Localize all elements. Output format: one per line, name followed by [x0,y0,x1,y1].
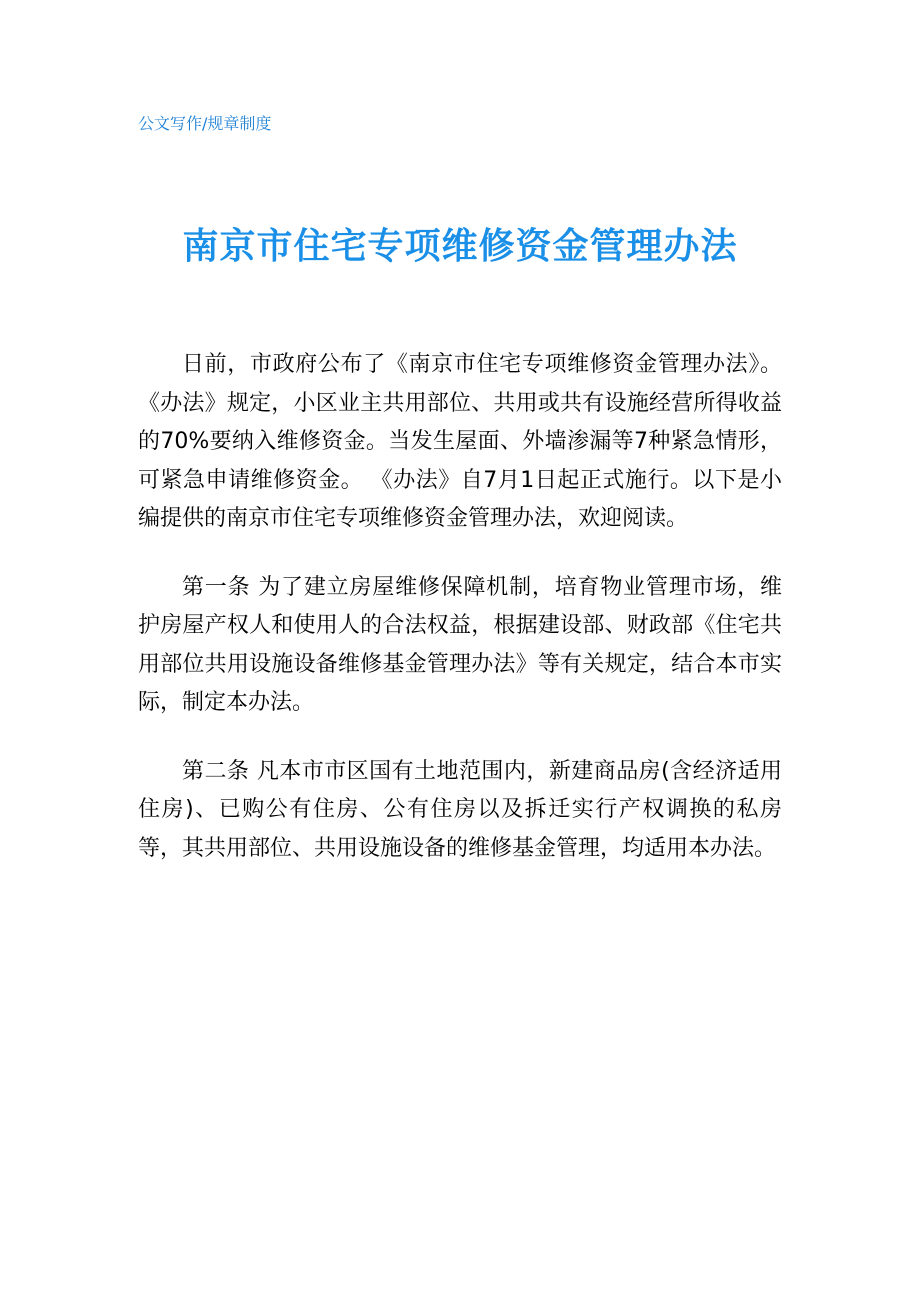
category-label: 公文写作/规章制度 [138,114,272,133]
document-title: 南京市住宅专项维修资金管理办法 [182,226,738,267]
article-2-paragraph: 第二条 凡本市市区国有土地范围内，新建商品房(含经济适用住房)、已购公有住房、公有住房以及拆迁实行产权调换的私房等，其共用部位、共用设施设备的维修基金管理，均适用本办法。 [138,758,783,861]
document-body [138,346,782,898]
article-1-paragraph: 第一条 为了建立房屋维修保障机制，培育物业管理市场，维护房屋产权人和使用人的合法权益，根据建设部、财政部《住宅共用部位共用设施设备维修基金管理办法》等有关规定，结合本市实际，制定本办法。 [138,574,782,715]
intro-paragraph: 日前，市政府公布了《南京市住宅专项维修资金管理办法》。《办法》规定，小区业主共用部位、共用或共有设施经营所得收益的70%要纳入维修资金。当发生屋面、外墙渗漏等7种紧急情形，可紧急申请维修资金。 《办法》自7月1日起正式施行。以下是小编提供的南京市住宅专项维修资金管理办法，欢迎阅读。 [138,352,782,531]
